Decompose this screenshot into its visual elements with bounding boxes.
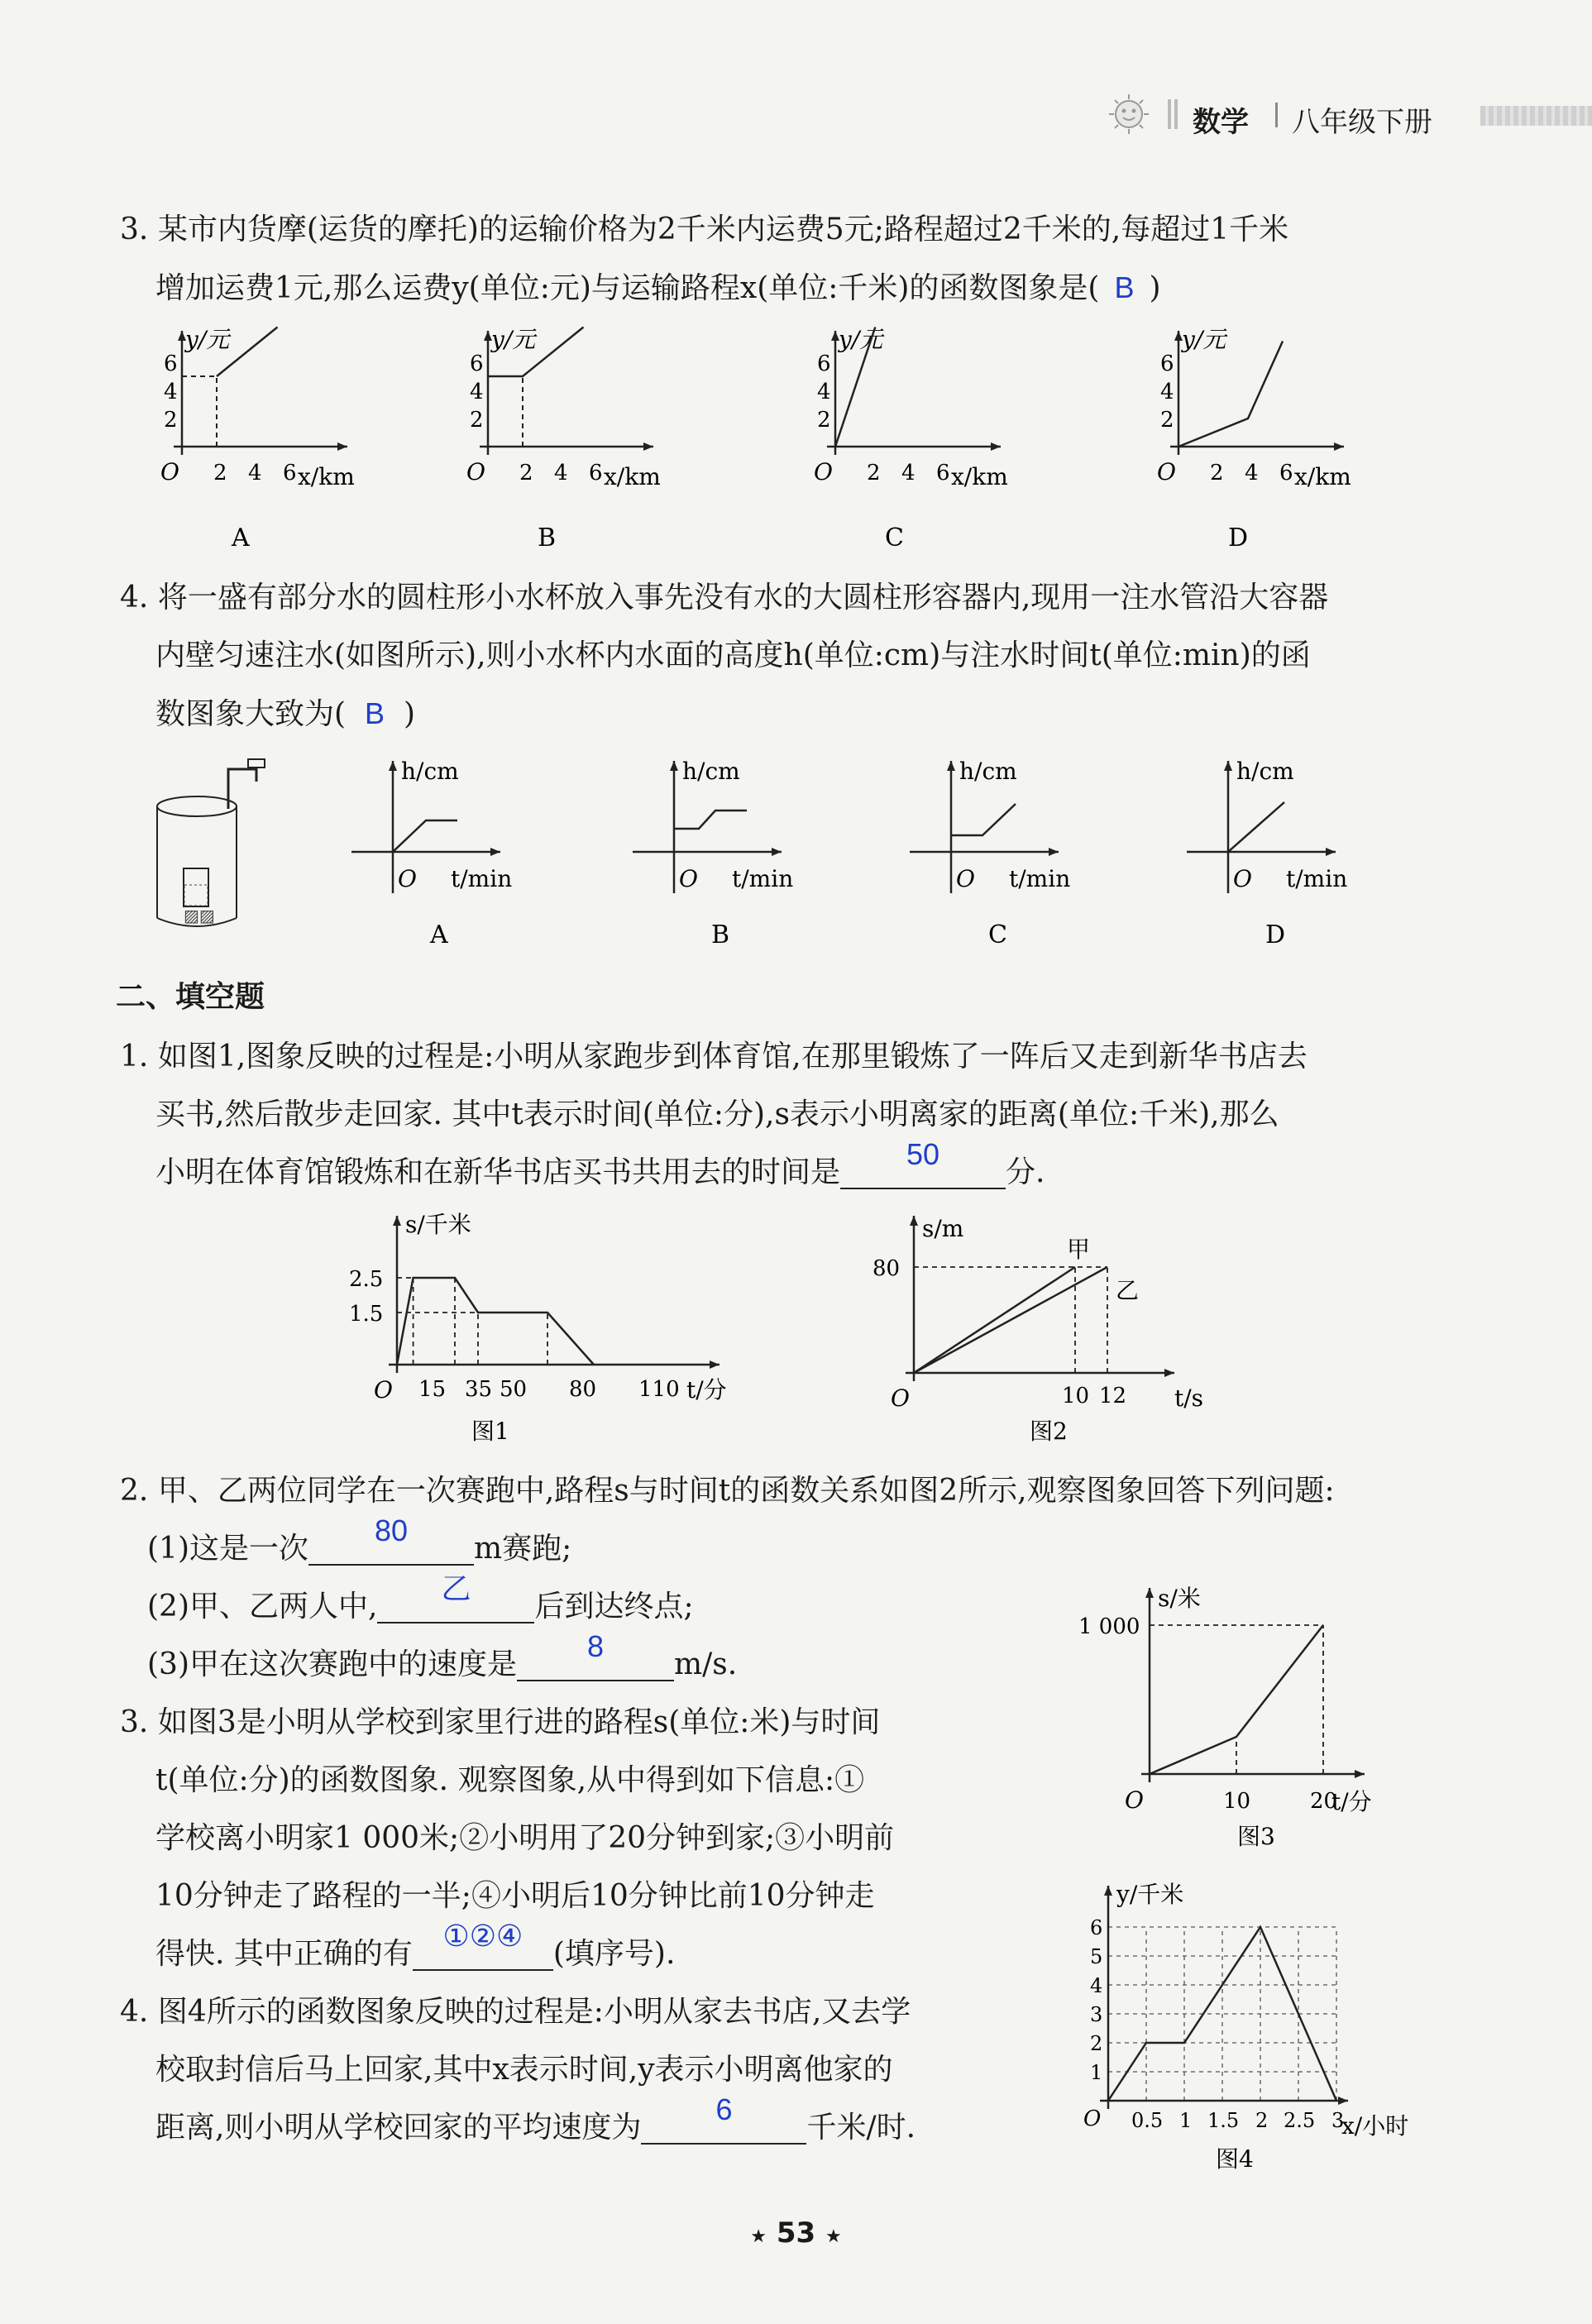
sun-icon xyxy=(1100,89,1158,139)
y-tick: 2.5 xyxy=(349,1267,384,1292)
container-illustration xyxy=(157,759,265,926)
y-tick: 4 xyxy=(470,380,484,404)
y-tick: 6 xyxy=(164,351,178,376)
y-tick: 4 xyxy=(1090,1974,1103,1997)
x-label: t/min xyxy=(1286,865,1348,892)
y-label: h/cm xyxy=(682,758,740,785)
origin: O xyxy=(956,865,975,892)
y-tick: 4 xyxy=(817,380,831,404)
x-tick: 35 xyxy=(465,1377,493,1402)
x-label: x/km xyxy=(604,463,661,490)
q3-answer: B xyxy=(1114,270,1135,304)
y-tick: 6 xyxy=(817,351,831,376)
x-tick: 6 xyxy=(589,461,603,485)
f1-text-2: 买书,然后散步走回家. 其中t表示时间(单位:分),s表示小明离家的距离(单位:千米),那么 xyxy=(155,1097,1279,1131)
f2-answer-2: 乙 xyxy=(441,1571,471,1605)
x-arrow xyxy=(1049,848,1059,856)
x-tick: 3 xyxy=(1331,2109,1345,2132)
q4-answer: B xyxy=(365,696,385,730)
q4-text-3: 数图象大致为( B ) xyxy=(155,696,416,731)
origin: O xyxy=(891,1384,910,1412)
x-tick: 1 xyxy=(1179,2109,1193,2132)
f1-answer: 50 xyxy=(906,1137,940,1171)
q4-graph-A xyxy=(351,758,512,949)
y-tick: 2 xyxy=(817,408,831,433)
q3-graph-C-x-arrow xyxy=(991,442,1001,451)
y-label: h/cm xyxy=(959,758,1017,785)
fig4 xyxy=(1083,1881,1408,2173)
svg-text:▨▨: ▨▨ xyxy=(184,906,215,925)
y-tick: 1.5 xyxy=(349,1302,384,1327)
header-grade: 八年级下册 xyxy=(1292,106,1432,139)
x-tick: 15 xyxy=(418,1377,447,1402)
y-label: h/cm xyxy=(1236,758,1294,785)
origin: O xyxy=(160,458,179,485)
y-tick: 80 xyxy=(872,1256,901,1281)
x-tick: 10 xyxy=(1062,1384,1090,1408)
fig1-x-arrow xyxy=(710,1360,720,1369)
x-label: t/s xyxy=(1174,1384,1204,1412)
q3-text-2: 增加运费1元,那么运费y(单位:元)与运输路程x(单位:千米)的函数图象是( B ) xyxy=(155,270,1161,305)
origin: O xyxy=(466,458,485,485)
y-tick: 2 xyxy=(164,408,178,433)
line-jia xyxy=(914,1267,1075,1373)
f4-text-3: 距离,则小明从学校回家的平均速度为 6 千米/时. xyxy=(155,2092,916,2145)
fig3-caption: 图3 xyxy=(1237,1823,1275,1850)
graph-line xyxy=(1178,342,1283,447)
fig3-x-arrow xyxy=(1355,1770,1365,1778)
option-label: B xyxy=(538,524,557,552)
x-tick: 4 xyxy=(1245,461,1259,485)
x-tick: 110 xyxy=(638,1377,680,1402)
y-label: y/元 xyxy=(185,326,230,353)
y-tick: 6 xyxy=(1160,351,1174,376)
x-tick: 2 xyxy=(213,461,227,485)
y-label: y/元 xyxy=(1182,326,1226,353)
x-arrow xyxy=(1326,848,1336,856)
graph-line xyxy=(393,820,457,852)
f2-p1: (1)这是一次 80 m赛跑; xyxy=(147,1513,572,1566)
origin: O xyxy=(374,1376,393,1403)
y-tick: 1 xyxy=(1090,2061,1103,2084)
x-tick: 4 xyxy=(901,461,916,485)
y-tick: 5 xyxy=(1090,1945,1103,1968)
origin: O xyxy=(1157,458,1176,485)
option-label: D xyxy=(1265,921,1286,949)
y-tick: 4 xyxy=(1160,380,1174,404)
q3-graph-A-x-arrow xyxy=(337,442,347,451)
x-tick: 2 xyxy=(1210,461,1224,485)
y-tick: 2 xyxy=(1090,2032,1103,2055)
f3-answer: ①②④ xyxy=(442,1919,523,1953)
y-label: y/千米 xyxy=(1116,1881,1184,1908)
q4-graphs xyxy=(0,744,1592,968)
x-label: x/小时 xyxy=(1341,2112,1409,2140)
y-tick: 2 xyxy=(1160,408,1174,433)
f4-text-2: 校取封信后马上回家,其中x表示时间,y表示小明离他家的 xyxy=(155,2053,893,2087)
q3-graph-C xyxy=(814,326,1008,552)
fig2-caption: 图2 xyxy=(1030,1418,1068,1445)
x-label: x/km xyxy=(298,463,355,490)
origin: O xyxy=(1233,865,1252,892)
f4-answer: 6 xyxy=(715,2092,733,2126)
x-tick: 2 xyxy=(867,461,881,485)
q4-graph-D xyxy=(1187,758,1347,949)
f2-p3: (3)甲在这次赛跑中的速度是 8 m/s. xyxy=(147,1629,738,1681)
option-label: C xyxy=(885,524,904,552)
f2-answer-1: 80 xyxy=(374,1513,409,1547)
x-label: x/km xyxy=(1294,463,1351,490)
tap xyxy=(248,759,265,767)
option-label: A xyxy=(430,921,448,949)
q3-text: 3. 某市内货摩(运货的摩托)的运输价格为2千米内运费5元;路程超过2千米的,每超过1千米 xyxy=(120,213,1289,246)
q3-graph-D-x-arrow xyxy=(1334,442,1344,451)
x-tick: 20 xyxy=(1310,1789,1338,1814)
x-tick: 6 xyxy=(936,461,950,485)
x-tick: 50 xyxy=(500,1377,528,1402)
f4-text-1: 4. 图4所示的函数图象反映的过程是:小明从家去书店,又去学 xyxy=(120,1995,911,2029)
distance-line xyxy=(397,1278,594,1365)
y-label: y/元 xyxy=(491,326,536,353)
y-tick: 1 000 xyxy=(1078,1614,1140,1639)
label-jia: 甲 xyxy=(1067,1236,1091,1263)
x-tick: 2 xyxy=(519,461,533,485)
fig4-caption: 图4 xyxy=(1216,2145,1254,2173)
q3-graph-B xyxy=(466,326,661,552)
label-yi: 乙 xyxy=(1116,1277,1140,1304)
y-arrow xyxy=(1224,761,1232,771)
fig1-fig2 xyxy=(0,1199,1592,1447)
x-label: t/分 xyxy=(1331,1788,1372,1815)
fig4-y-arrow xyxy=(1104,1886,1112,1896)
x-label: x/km xyxy=(951,463,1008,490)
x-tick: 4 xyxy=(248,461,262,485)
fig1-y-arrow xyxy=(393,1216,401,1226)
fig1 xyxy=(349,1211,727,1445)
f3-text-4: 10分钟走了路程的一半;④小明后10分钟比前10分钟走 xyxy=(155,1879,875,1913)
origin: O xyxy=(398,865,417,892)
y-arrow xyxy=(947,761,955,771)
option-label: B xyxy=(711,921,730,949)
y-label: s/米 xyxy=(1158,1585,1201,1612)
f3-text-2: t(单位:分)的函数图象. 观察图象,从中得到如下信息:① xyxy=(155,1763,865,1797)
x-label: t/min xyxy=(451,865,513,892)
page-number: ★ 53 ★ xyxy=(750,2216,842,2250)
fig2-x-arrow xyxy=(1164,1369,1174,1377)
option-label: A xyxy=(232,524,250,552)
header xyxy=(1100,89,1592,139)
origin: O xyxy=(814,458,833,485)
y-label: s/千米 xyxy=(405,1211,471,1238)
q4-text: 4. 将一盛有部分水的圆柱形小水杯放入事先没有水的大圆柱形容器内,现用一注水管沿大容器 xyxy=(120,581,1329,614)
x-tick: 2.5 xyxy=(1284,2109,1316,2132)
x-tick: 80 xyxy=(569,1377,597,1402)
x-tick: 4 xyxy=(554,461,568,485)
water-pipe xyxy=(228,769,256,809)
f1-text-3: 小明在体育馆锻炼和在新华书店买书共用去的时间是 50 分. xyxy=(155,1137,1045,1189)
fig3-fig4 xyxy=(1017,1571,1480,2183)
x-tick: 10 xyxy=(1223,1789,1251,1814)
fig3 xyxy=(1078,1585,1372,1850)
origin: O xyxy=(679,865,698,892)
q3-graph-B-x-arrow xyxy=(643,442,653,451)
x-tick: 6 xyxy=(1279,461,1293,485)
fig2-y-arrow xyxy=(910,1216,918,1226)
f3-text-1: 3. 如图3是小明从学校到家里行进的路程s(单位:米)与时间 xyxy=(120,1705,881,1739)
f3-text-5: 得快. 其中正确的有 ①②④ (填序号). xyxy=(155,1919,676,1971)
q3-graph-D xyxy=(1157,326,1351,552)
x-arrow xyxy=(772,848,782,856)
origin: O xyxy=(1083,2106,1102,2131)
section-title: 二、填空题 xyxy=(116,980,265,1014)
q4-text-2: 内壁匀速注水(如图所示),则小水杯内水面的高度h(单位:cm)与注水时间t(单位:min)的函 xyxy=(155,638,1311,672)
x-tick: 0.5 xyxy=(1131,2109,1164,2132)
y-label: y/元 xyxy=(839,326,883,353)
fig4-x-arrow xyxy=(1338,2097,1348,2105)
origin: O xyxy=(1125,1786,1144,1814)
y-tick: 4 xyxy=(164,380,178,404)
x-tick: 2 xyxy=(1255,2109,1269,2132)
x-label: t/min xyxy=(1009,865,1071,892)
option-label: C xyxy=(988,921,1007,949)
q4-graph-C xyxy=(910,758,1070,949)
x-tick: 1.5 xyxy=(1207,2109,1240,2132)
y-tick: 6 xyxy=(470,351,484,376)
y-label: s/m xyxy=(922,1215,964,1242)
q3-graph-A xyxy=(160,326,355,552)
x-label: t/min xyxy=(732,865,794,892)
f2-text: 2. 甲、乙两位同学在一次赛跑中,路程s与时间t的函数关系如图2所示,观察图象回答下列问题: xyxy=(120,1474,1335,1508)
f3-text-3: 学校离小明家1 000米;②小明用了20分钟到家;③小明前 xyxy=(155,1821,895,1855)
y-label: h/cm xyxy=(401,758,459,785)
y-tick: 2 xyxy=(470,408,484,433)
f2-answer-3: 8 xyxy=(586,1629,605,1663)
f2-p2: (2)甲、乙两人中, 乙 后到达终点; xyxy=(147,1571,694,1623)
small-cup xyxy=(184,868,208,906)
fig3-y-arrow xyxy=(1145,1588,1154,1598)
x-arrow xyxy=(490,848,500,856)
x-tick: 6 xyxy=(283,461,297,485)
fig1-caption: 图1 xyxy=(471,1418,509,1445)
q3-graphs xyxy=(0,314,1592,562)
y-tick: 3 xyxy=(1090,2003,1103,2026)
fig2 xyxy=(872,1215,1203,1445)
f1-text: 1. 如图1,图象反映的过程是:小明从家跑步到体育馆,在那里锻炼了一阵后又走到新华书店去 xyxy=(120,1040,1308,1074)
x-tick: 12 xyxy=(1099,1384,1127,1408)
graph-line xyxy=(951,804,1016,835)
option-label: D xyxy=(1228,524,1249,552)
header-subject: 数学 xyxy=(1193,106,1249,139)
x-label: t/分 xyxy=(686,1376,727,1403)
line-yi xyxy=(914,1267,1107,1373)
y-tick: 6 xyxy=(1090,1916,1103,1939)
y-arrow xyxy=(670,761,678,771)
y-arrow xyxy=(389,761,397,771)
graph-line xyxy=(674,811,747,829)
graph-line xyxy=(1228,802,1284,852)
q4-graph-B xyxy=(633,758,793,949)
